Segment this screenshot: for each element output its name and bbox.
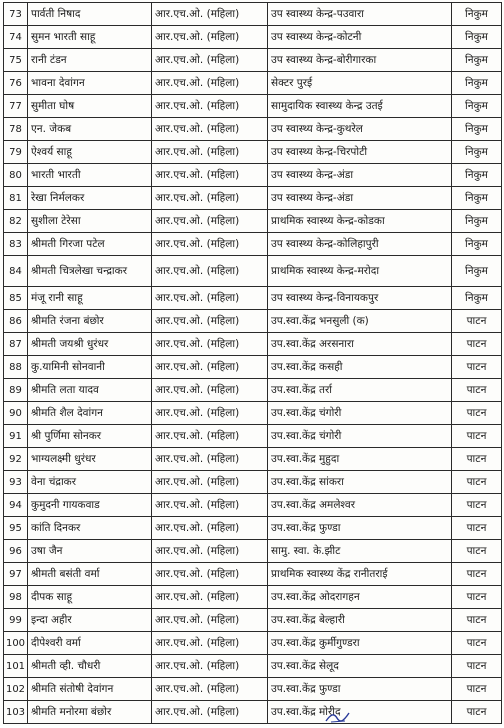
block-cell: पाटन: [452, 448, 502, 471]
health-center-cell: उप.स्वा.केंद्र सांकरा: [268, 471, 452, 494]
post-cell: आर.एच.ओ. (महिला): [152, 563, 268, 586]
table-row: [4, 425, 502, 448]
post-cell: आर.एच.ओ. (महिला): [152, 425, 268, 448]
health-center-cell: उप स्वास्थ्य केन्द्र-कोलिहापुरी: [268, 233, 452, 256]
row-number-cell: 80: [4, 164, 28, 187]
staff-name-cell: श्री पुर्णिमा सोनकर: [28, 425, 152, 448]
post-cell: आर.एच.ओ. (महिला): [152, 701, 268, 724]
staff-name-cell: कु.यामिनी सोनवानी: [28, 356, 152, 379]
block-cell: पाटन: [452, 402, 502, 425]
block-cell: पाटन: [452, 540, 502, 563]
table-row: [4, 540, 502, 563]
staff-name-cell: श्रीमति संतोषी देवांगन: [28, 678, 152, 701]
health-center-cell: उप स्वास्थ्य केन्द्र-अंडा: [268, 187, 452, 210]
row-number-cell: 93: [4, 471, 28, 494]
table-row: [4, 187, 502, 210]
health-center-cell: सेक्टर पुरई: [268, 72, 452, 95]
post-cell: आर.एच.ओ. (महिला): [152, 164, 268, 187]
post-cell: आर.एच.ओ. (महिला): [152, 49, 268, 72]
post-cell: आर.एच.ओ. (महिला): [152, 187, 268, 210]
staff-name-cell: रेखा निर्मलकर: [28, 187, 152, 210]
block-cell: निकुम: [452, 3, 502, 26]
health-center-cell: उप.स्वा.केंद्र सेलूद: [268, 655, 452, 678]
post-cell: आर.एच.ओ. (महिला): [152, 233, 268, 256]
post-cell: आर.एच.ओ. (महिला): [152, 333, 268, 356]
row-number-cell: 91: [4, 425, 28, 448]
staff-name-cell: मंजू रानी साहू: [28, 287, 152, 310]
health-center-cell: प्राथमिक स्वास्थ्य केंद्र रानीतराई: [268, 563, 452, 586]
block-cell: निकुम: [452, 164, 502, 187]
health-center-cell: उप.स्वा.केंद्र बेल्हारी: [268, 609, 452, 632]
post-cell: आर.एच.ओ. (महिला): [152, 586, 268, 609]
post-cell: आर.एच.ओ. (महिला): [152, 210, 268, 233]
staff-name-cell: श्रीमति रंजना बंछोर: [28, 310, 152, 333]
health-center-cell: उप स्वास्थ्य केन्द्र-पउवारा: [268, 3, 452, 26]
post-cell: आर.एच.ओ. (महिला): [152, 655, 268, 678]
staff-name-cell: दीपक साहू: [28, 586, 152, 609]
post-cell: आर.एच.ओ. (महिला): [152, 26, 268, 49]
staff-name-cell: भारती भारती: [28, 164, 152, 187]
block-cell: पाटन: [452, 586, 502, 609]
post-cell: आर.एच.ओ. (महिला): [152, 310, 268, 333]
row-number-cell: 76: [4, 72, 28, 95]
post-cell: आर.एच.ओ. (महिला): [152, 632, 268, 655]
row-number-cell: 73: [4, 3, 28, 26]
post-cell: आर.एच.ओ. (महिला): [152, 379, 268, 402]
block-cell: पाटन: [452, 563, 502, 586]
block-cell: निकुम: [452, 72, 502, 95]
table-row: [4, 402, 502, 425]
row-number-cell: 81: [4, 187, 28, 210]
staff-name-cell: भाग्यलक्ष्मी धुरंधर: [28, 448, 152, 471]
post-cell: आर.एच.ओ. (महिला): [152, 448, 268, 471]
block-cell: पाटन: [452, 678, 502, 701]
table-row: [4, 26, 502, 49]
block-cell: निकुम: [452, 118, 502, 141]
block-cell: निकुम: [452, 187, 502, 210]
block-cell: पाटन: [452, 701, 502, 724]
row-number-cell: 85: [4, 287, 28, 310]
table-row: [4, 494, 502, 517]
block-cell: निकुम: [452, 26, 502, 49]
post-cell: आर.एच.ओ. (महिला): [152, 256, 268, 287]
row-number-cell: 89: [4, 379, 28, 402]
table-row: [4, 95, 502, 118]
table-row: [4, 517, 502, 540]
post-cell: आर.एच.ओ. (महिला): [152, 609, 268, 632]
post-cell: आर.एच.ओ. (महिला): [152, 287, 268, 310]
health-center-cell: सामु. स्वा. के.झीट: [268, 540, 452, 563]
health-center-cell: उप स्वास्थ्य केन्द्र-कुथरेल: [268, 118, 452, 141]
signature-scribble-icon: [325, 710, 351, 724]
row-number-cell: 75: [4, 49, 28, 72]
row-number-cell: 74: [4, 26, 28, 49]
row-number-cell: 87: [4, 333, 28, 356]
table-row: [4, 310, 502, 333]
table-row: [4, 632, 502, 655]
table-row: [4, 609, 502, 632]
row-number-cell: 100: [4, 632, 28, 655]
row-number-cell: 96: [4, 540, 28, 563]
post-cell: आर.एच.ओ. (महिला): [152, 494, 268, 517]
staff-name-cell: ऐश्वर्य साहू: [28, 141, 152, 164]
row-number-cell: 83: [4, 233, 28, 256]
staff-name-cell: उषा जैन: [28, 540, 152, 563]
block-cell: पाटन: [452, 333, 502, 356]
health-center-cell: उप.स्वा.केंद्र मुहुदा: [268, 448, 452, 471]
health-center-cell: उप.स्वा.केंद्र भनसुली (क): [268, 310, 452, 333]
staff-name-cell: कुमुदनी गायकवाड: [28, 494, 152, 517]
post-cell: आर.एच.ओ. (महिला): [152, 471, 268, 494]
health-center-cell: उप.स्वा.केंद्र ओदरागहन: [268, 586, 452, 609]
health-center-cell: उप.स्वा.केंद्र अमलेश्वर: [268, 494, 452, 517]
block-cell: पाटन: [452, 632, 502, 655]
table-row: [4, 164, 502, 187]
row-number-cell: 77: [4, 95, 28, 118]
post-cell: आर.एच.ओ. (महिला): [152, 678, 268, 701]
health-center-cell: प्राथमिक स्वास्थ्य केन्द्र-मरोदा: [268, 256, 452, 287]
row-number-cell: 97: [4, 563, 28, 586]
staff-name-cell: श्रीमति लता यादव: [28, 379, 152, 402]
block-cell: निकुम: [452, 233, 502, 256]
table-row: [4, 49, 502, 72]
health-center-cell: उप स्वास्थ्य केन्द्र-कोटनी: [268, 26, 452, 49]
row-number-cell: 86: [4, 310, 28, 333]
table-row: [4, 118, 502, 141]
health-center-cell: उप स्वास्थ्य केन्द्र-बोरीगारका: [268, 49, 452, 72]
staff-name-cell: पार्वती निषाद: [28, 3, 152, 26]
post-cell: आर.एच.ओ. (महिला): [152, 402, 268, 425]
post-cell: आर.एच.ओ. (महिला): [152, 141, 268, 164]
table-row: [4, 141, 502, 164]
table-row: [4, 563, 502, 586]
health-center-cell: उप.स्वा.केंद्र तर्रा: [268, 379, 452, 402]
signature-mark: [325, 710, 351, 728]
block-cell: पाटन: [452, 425, 502, 448]
block-cell: पाटन: [452, 494, 502, 517]
row-number-cell: 88: [4, 356, 28, 379]
staff-table-body: [4, 3, 502, 724]
row-number-cell: 102: [4, 678, 28, 701]
staff-name-cell: श्रीमति मनोरमा बंछोर: [28, 701, 152, 724]
post-cell: आर.एच.ओ. (महिला): [152, 3, 268, 26]
row-number-cell: 103: [4, 701, 28, 724]
post-cell: आर.एच.ओ. (महिला): [152, 356, 268, 379]
row-number-cell: 94: [4, 494, 28, 517]
staff-name-cell: इन्दा अहीर: [28, 609, 152, 632]
row-number-cell: 92: [4, 448, 28, 471]
block-cell: पाटन: [452, 471, 502, 494]
post-cell: आर.एच.ओ. (महिला): [152, 517, 268, 540]
block-cell: पाटन: [452, 379, 502, 402]
table-row: [4, 210, 502, 233]
post-cell: आर.एच.ओ. (महिला): [152, 95, 268, 118]
table-row: [4, 379, 502, 402]
block-cell: पाटन: [452, 655, 502, 678]
row-number-cell: 90: [4, 402, 28, 425]
health-center-cell: उप.स्वा.केंद्र फुण्डा: [268, 517, 452, 540]
post-cell: आर.एच.ओ. (महिला): [152, 72, 268, 95]
table-row: [4, 333, 502, 356]
staff-name-cell: सुमीता घोष: [28, 95, 152, 118]
staff-name-cell: वेना चंद्राकर: [28, 471, 152, 494]
row-number-cell: 79: [4, 141, 28, 164]
staff-table: [3, 2, 502, 724]
table-row: [4, 701, 502, 724]
table-row: [4, 72, 502, 95]
table-row: [4, 256, 502, 287]
table-row: [4, 471, 502, 494]
post-cell: आर.एच.ओ. (महिला): [152, 540, 268, 563]
block-cell: पाटन: [452, 517, 502, 540]
block-cell: निकुम: [452, 287, 502, 310]
staff-name-cell: श्रीमती गिरजा पटेल: [28, 233, 152, 256]
staff-name-cell: श्रीमती जयश्री धुरंधर: [28, 333, 152, 356]
row-number-cell: 84: [4, 256, 28, 287]
table-row: [4, 233, 502, 256]
health-center-cell: उप.स्वा.केंद्र मोरीद: [268, 701, 452, 724]
health-center-cell: उप स्वास्थ्य केन्द्र-अंडा: [268, 164, 452, 187]
staff-name-cell: श्रीमती व्ही. चौधरी: [28, 655, 152, 678]
row-number-cell: 82: [4, 210, 28, 233]
staff-name-cell: दीपेश्वरी वर्मा: [28, 632, 152, 655]
health-center-cell: उप.स्वा.केंद्र कसही: [268, 356, 452, 379]
health-center-cell: प्राथमिक स्वास्थ्य केन्द्र-कोडका: [268, 210, 452, 233]
health-center-cell: उप स्वास्थ्य केन्द्र-विनायकपुर: [268, 287, 452, 310]
health-center-cell: सामुदायिक स्वास्थ्य केन्द्र उतई: [268, 95, 452, 118]
table-row: [4, 678, 502, 701]
block-cell: पाटन: [452, 356, 502, 379]
table-row: [4, 655, 502, 678]
staff-name-cell: एन. जेकब: [28, 118, 152, 141]
health-center-cell: उप.स्वा.केंद्र अरसनारा: [268, 333, 452, 356]
table-row: [4, 3, 502, 26]
table-row: [4, 586, 502, 609]
row-number-cell: 101: [4, 655, 28, 678]
health-center-cell: उप.स्वा.केंद्र चंगोरी: [268, 402, 452, 425]
block-cell: निकुम: [452, 95, 502, 118]
row-number-cell: 99: [4, 609, 28, 632]
row-number-cell: 98: [4, 586, 28, 609]
staff-name-cell: भावना देवांगन: [28, 72, 152, 95]
staff-name-cell: श्रीमती चित्रलेखा चन्द्राकर: [28, 256, 152, 287]
post-cell: आर.एच.ओ. (महिला): [152, 118, 268, 141]
block-cell: निकुम: [452, 256, 502, 287]
table-row: [4, 356, 502, 379]
health-center-cell: उप.स्वा.केंद्र फुण्डा: [268, 678, 452, 701]
row-number-cell: 78: [4, 118, 28, 141]
staff-name-cell: श्रीमती बसंती वर्मा: [28, 563, 152, 586]
block-cell: पाटन: [452, 609, 502, 632]
staff-name-cell: सुशीला टेरेसा: [28, 210, 152, 233]
block-cell: निकुम: [452, 210, 502, 233]
health-center-cell: उप.स्वा.केंद्र कुर्मीगुण्डरा: [268, 632, 452, 655]
block-cell: निकुम: [452, 49, 502, 72]
staff-name-cell: रानी टंडन: [28, 49, 152, 72]
block-cell: निकुम: [452, 141, 502, 164]
staff-name-cell: श्रीमति शैल देवांगन: [28, 402, 152, 425]
staff-name-cell: कांति दिनकर: [28, 517, 152, 540]
staff-name-cell: सुमन भारती साहू: [28, 26, 152, 49]
table-row: [4, 448, 502, 471]
block-cell: पाटन: [452, 310, 502, 333]
health-center-cell: उप.स्वा.केंद्र चंगोरी: [268, 425, 452, 448]
table-row: [4, 287, 502, 310]
row-number-cell: 95: [4, 517, 28, 540]
health-center-cell: उप स्वास्थ्य केन्द्र-चिरपोटी: [268, 141, 452, 164]
